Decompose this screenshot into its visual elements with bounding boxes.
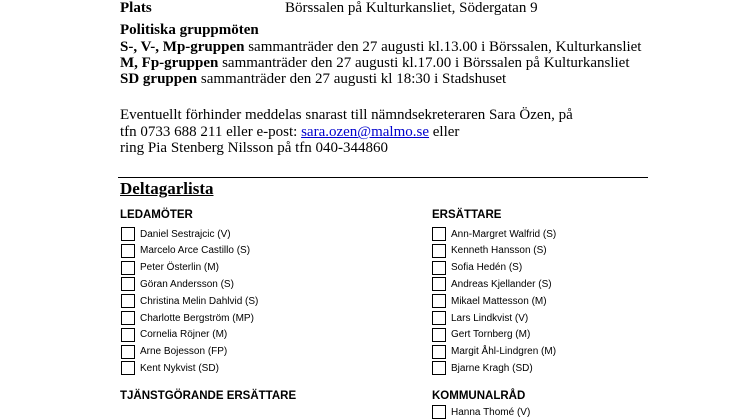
attendance-checkbox[interactable] <box>121 261 135 275</box>
attendance-checkbox[interactable] <box>432 277 446 291</box>
attendance-row <box>432 344 556 360</box>
participant-name: Christina Melin Dahlvid (S) <box>140 295 259 307</box>
participant-name: Sofia Hedén (S) <box>451 262 523 274</box>
attendance-checkbox[interactable] <box>121 277 135 291</box>
notice-line: Eventuellt förhinder meddelas snarast till nämndsekreteraren Sara Özen, på <box>120 107 573 123</box>
attendance-checkbox[interactable] <box>432 294 446 308</box>
attendance-row <box>432 404 530 420</box>
attendance-checkbox[interactable] <box>121 294 135 308</box>
attendance-row <box>432 276 552 292</box>
attendance-checkbox[interactable] <box>121 227 135 241</box>
meeting-line: S-, V-, Mp-gruppen sammanträder den 27 augusti kl.13.00 i Börssalen, Kulturkansliet <box>120 39 642 55</box>
attendance-checkbox[interactable] <box>432 345 446 359</box>
participant-name: Bjarne Kragh (SD) <box>451 362 533 374</box>
participant-name: Arne Bojesson (FP) <box>140 346 228 358</box>
participants-title: Deltagarlista <box>120 179 214 198</box>
participant-name: Margit Åhl-Lindgren (M) <box>451 346 557 358</box>
attendance-checkbox[interactable] <box>432 311 446 325</box>
attendance-row <box>121 226 231 242</box>
attendance-row <box>432 360 533 376</box>
plats-value: Börssalen på Kulturkansliet, Södergatan 9 <box>285 0 538 16</box>
attendance-checkbox[interactable] <box>432 328 446 342</box>
participant-name: Marcelo Arce Castillo (S) <box>140 245 251 257</box>
participant-name: Kent Nykvist (SD) <box>140 362 219 374</box>
attendance-row <box>432 327 530 343</box>
participant-name: Ann-Margret Walfrid (S) <box>451 228 557 240</box>
participant-name: Andreas Kjellander (S) <box>451 278 552 290</box>
attendance-checkbox[interactable] <box>121 244 135 258</box>
meeting-line: SD gruppen sammanträder den 27 augusti kl 18:30 i Stadshuset <box>120 71 507 87</box>
attendance-checkbox[interactable] <box>432 405 446 419</box>
participant-name: Peter Österlin (M) <box>140 262 219 274</box>
participant-name: Gert Tornberg (M) <box>451 329 531 341</box>
attendance-checkbox[interactable] <box>432 227 446 241</box>
attendance-checkbox[interactable] <box>121 345 135 359</box>
attendance-row <box>121 293 258 309</box>
meeting-line: M, Fp-gruppen sammanträder den 27 augusti kl.17.00 i Börssalen på Kulturkansliet <box>120 55 630 71</box>
attendance-row <box>121 360 219 376</box>
email-link[interactable]: sara.ozen@malmo.se <box>301 124 430 140</box>
attendance-row <box>432 226 556 242</box>
attendance-checkbox[interactable] <box>121 311 135 325</box>
participant-name: Mikael Mattesson (M) <box>451 295 547 307</box>
attendance-row <box>432 243 547 259</box>
attendance-row <box>432 293 547 309</box>
attendance-row <box>121 276 234 292</box>
participant-name: Kenneth Hansson (S) <box>451 245 547 257</box>
attendance-row <box>432 310 528 326</box>
participant-name: Cornelia Röjner (M) <box>140 329 228 341</box>
ledamoter-heading: LEDAMÖTER <box>120 209 193 221</box>
kommunalrad-heading: KOMMUNALRÅD <box>432 390 526 402</box>
participant-name: Hanna Thomé (V) <box>451 406 531 418</box>
attendance-row <box>121 243 250 259</box>
attendance-row <box>121 260 219 276</box>
attendance-row <box>121 344 227 360</box>
attendance-checkbox[interactable] <box>432 361 446 375</box>
attendance-checkbox[interactable] <box>121 361 135 375</box>
attendance-row <box>121 327 227 343</box>
participant-name: Göran Andersson (S) <box>140 278 234 290</box>
plats-label: Plats <box>120 0 152 16</box>
participant-name: Charlotte Bergström (MP) <box>140 312 254 324</box>
attendance-row <box>121 310 254 326</box>
notice-line: tfn 0733 688 211 eller e-post: sara.ozen@malmo.se eller <box>120 124 460 140</box>
notice-line: ring Pia Stenberg Nilsson på tfn 040-344860 <box>120 140 389 156</box>
ersattare-heading: ERSÄTTARE <box>432 209 502 221</box>
participant-name: Lars Lindkvist (V) <box>451 312 529 324</box>
meetings-title: Politiska gruppmöten <box>120 22 259 38</box>
attendance-checkbox[interactable] <box>432 244 446 258</box>
tjanstgorande-heading: TJÄNSTGÖRANDE ERSÄTTARE <box>120 390 297 402</box>
attendance-row <box>432 260 522 276</box>
participant-name: Daniel Sestrajcic (V) <box>140 228 231 240</box>
attendance-checkbox[interactable] <box>121 328 135 342</box>
section-divider <box>118 177 648 178</box>
attendance-checkbox[interactable] <box>432 261 446 275</box>
